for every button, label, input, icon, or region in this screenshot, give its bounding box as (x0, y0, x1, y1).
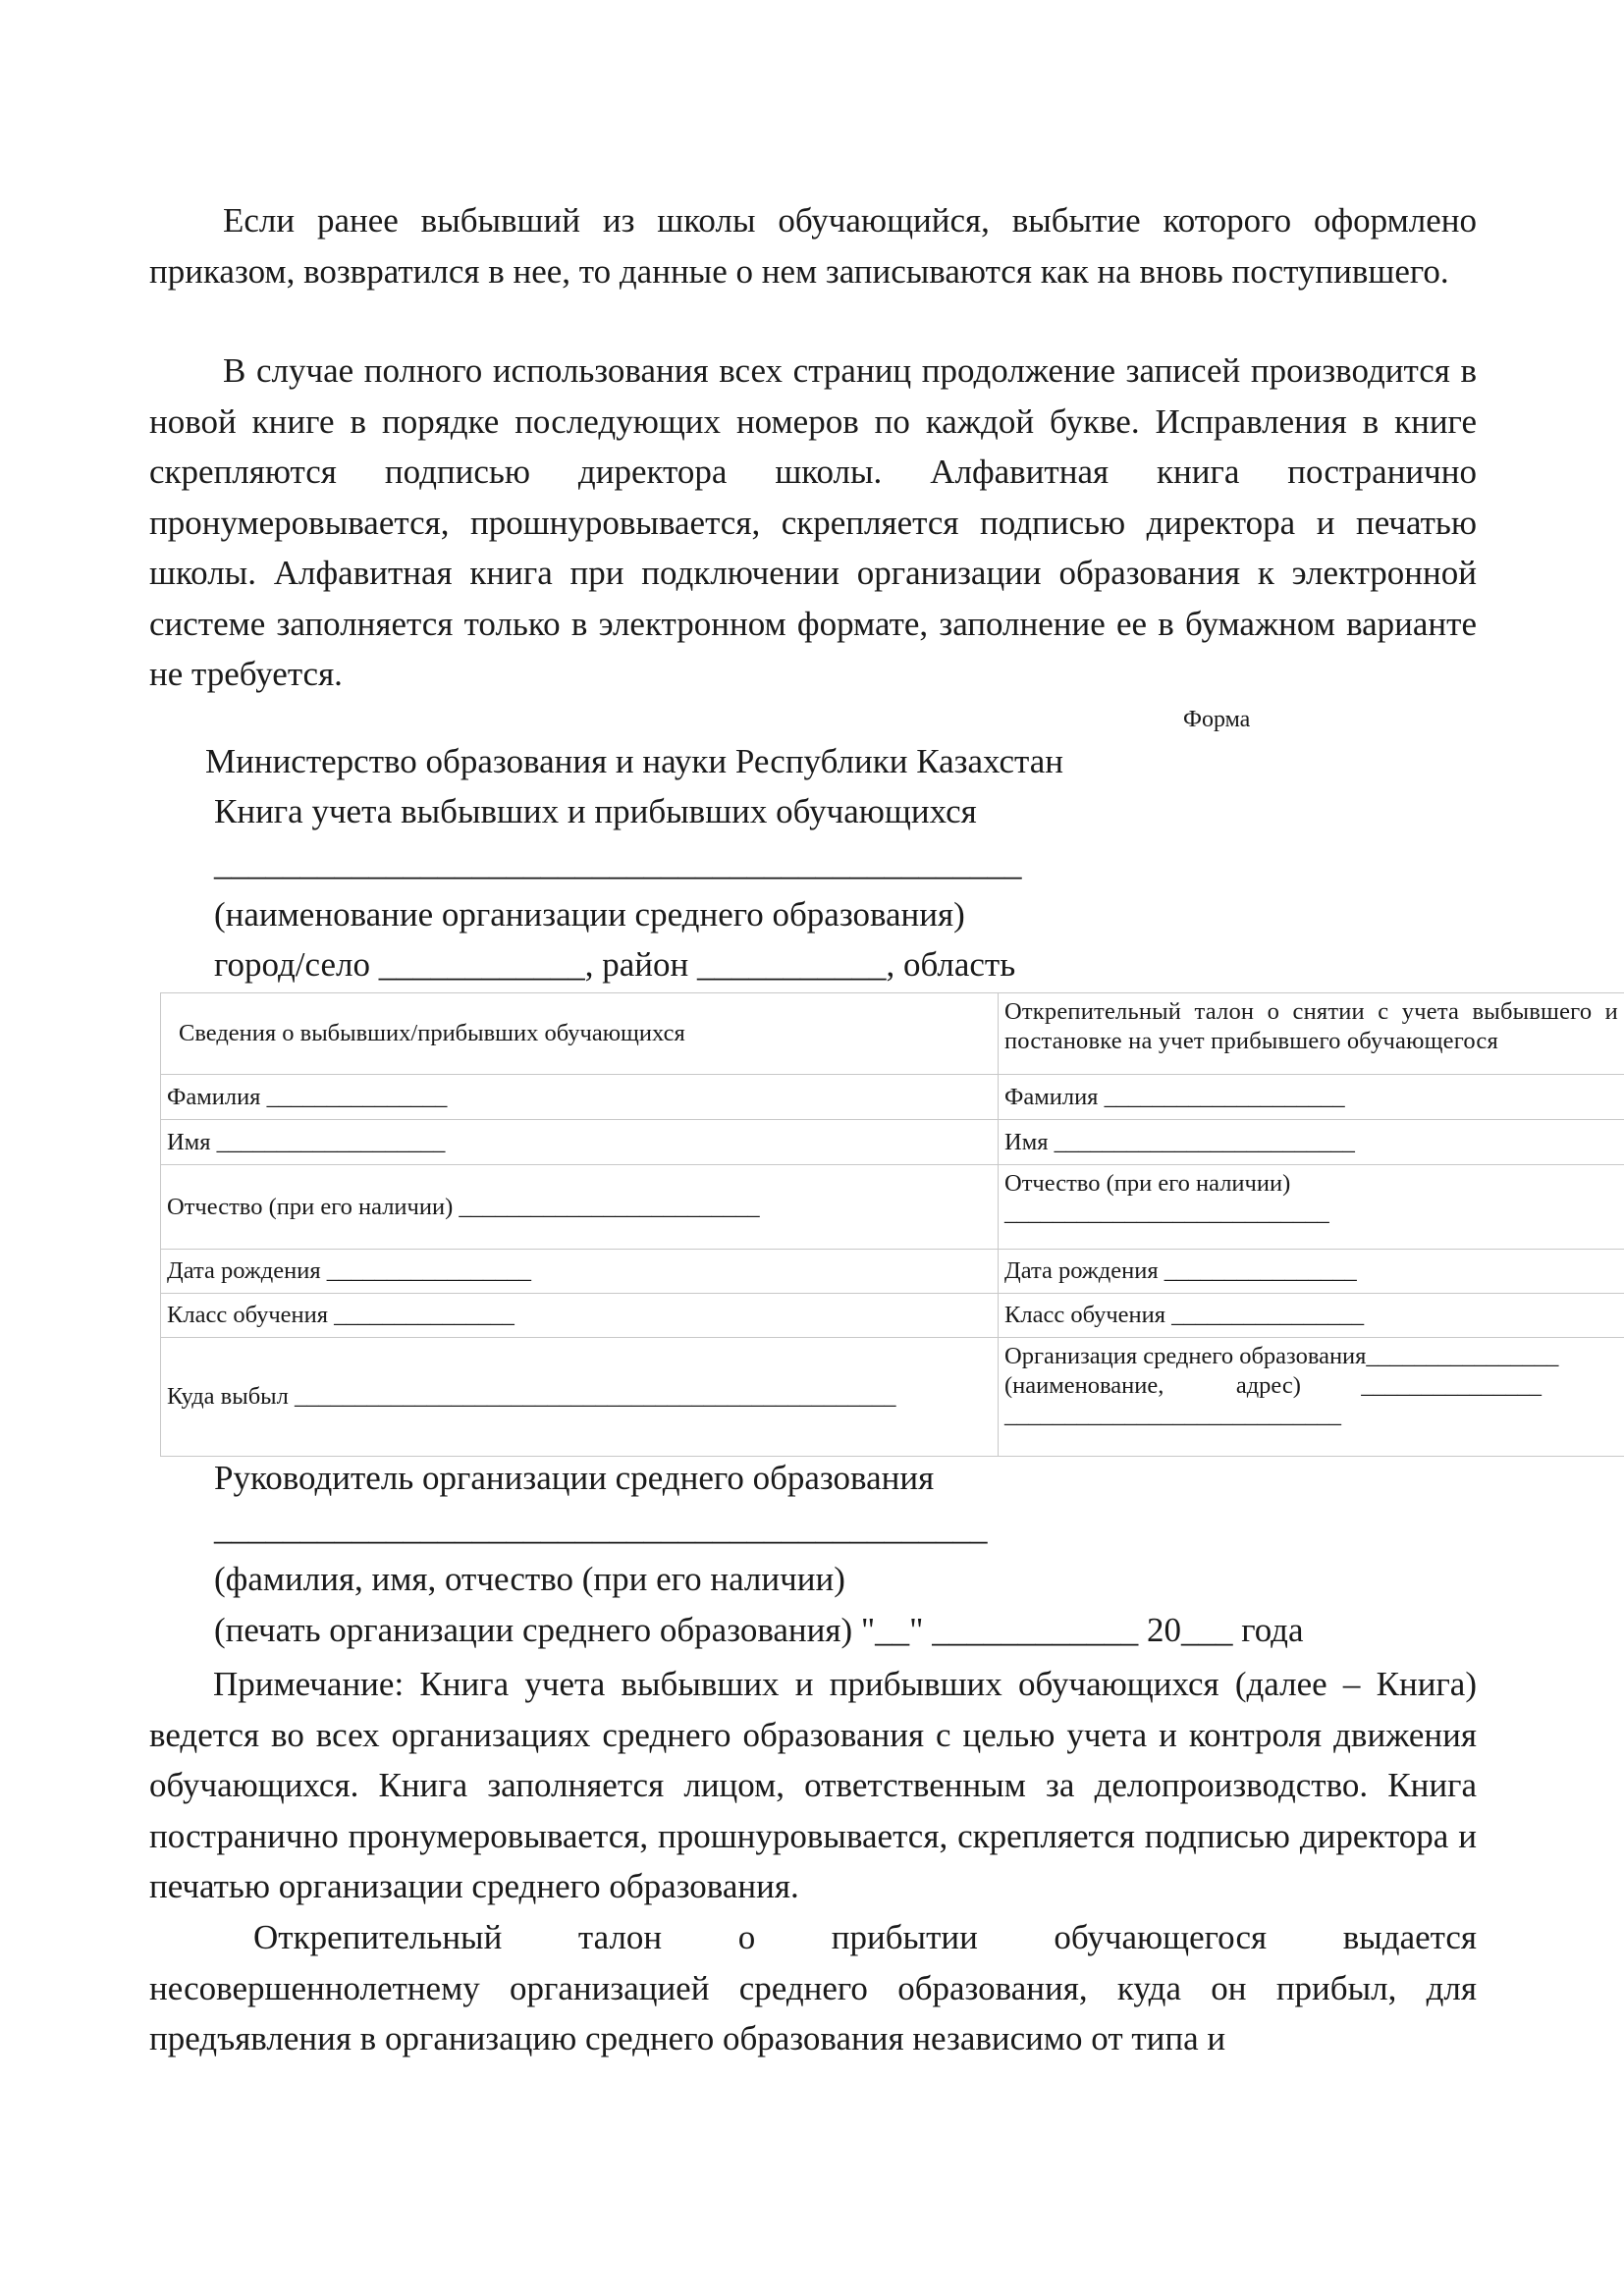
table-row (161, 1338, 1624, 1457)
note-paragraph-2: Открепительный талон о прибытии обучающегося выдается несовершеннолетнему организацией среднего образования, куда он прибыл, для предъявления в организацию среднего образования независимо от типа и (149, 1918, 1477, 2057)
table-row (161, 1120, 1624, 1165)
left-name-field: Имя ___________________ (161, 1120, 999, 1165)
left-patronymic-field: Отчество (при его наличии) _________________________ (161, 1165, 999, 1250)
right-surname-field: Фамилия ____________________ (999, 1075, 1624, 1120)
table-header-row (161, 993, 1624, 1075)
right-patronymic-field: Отчество (при его наличии) ___________________________ (999, 1165, 1624, 1250)
ministry-title: Министерство образования и науки Республики Казахстан (205, 742, 1063, 780)
stamp-date-line: (печать организации среднего образования) "__" ____________ 20___ года (214, 1611, 1304, 1649)
right-class-field: Класс обучения ________________ (999, 1294, 1624, 1338)
form-label: Форма (1183, 707, 1251, 732)
right-birthdate-field: Дата рождения ________________ (999, 1250, 1624, 1294)
left-class-field: Класс обучения _______________ (161, 1294, 999, 1338)
location-line: город/село ____________, район ___________, область (214, 945, 1016, 984)
left-birthdate-field: Дата рождения _________________ (161, 1250, 999, 1294)
right-organization-field: Организация среднего образования________________ (наименование, адрес) _______________ ____________________________ (999, 1338, 1624, 1457)
intro-paragraph-2: В случае полного использования всех страниц продолжение записей производится в новой книге в порядке последующих номеров по каждой букве. Исправления в книге скрепляются подписью директора школы. Алфавитная книга постранично пронумеровывается, прошнуровывается, скрепляется подписью директора и печатью школы. Алфавитная книга при подключении организации образования к электронной системе заполняется только в электронном формате, заполнение ее в бумажном варианте не требуется. (149, 351, 1477, 693)
organization-name-caption: (наименование организации среднего образования) (214, 895, 965, 934)
table-row (161, 1075, 1624, 1120)
left-surname-field: Фамилия _______________ (161, 1075, 999, 1120)
director-signature-line: _____________________________________________ (214, 1509, 988, 1547)
table-right-header: Открепительный талон о снятии с учета выбывшего и постановке на учет прибывшего обучающегося (999, 993, 1624, 1075)
book-title: Книга учета выбывших и прибывших обучающихся (214, 792, 977, 830)
left-destination-field: Куда выбыл __________________________________________________ (161, 1338, 999, 1457)
form-table (160, 992, 1624, 1457)
intro-paragraph-1: Если ранее выбывший из школы обучающийся, выбытие которого оформлено приказом, возвратился в нее, то данные о нем записываются как на вновь поступившего. (149, 201, 1477, 291)
note-paragraph-1: Примечание: Книга учета выбывших и прибывших обучающихся (далее – Книга) ведется во всех организациях среднего образования с целью учета и контроля движения обучающихся. Книга заполняется лицом, ответственным за делопроизводство. Книга постранично пронумеровывается, прошнуровывается, скрепляется подписью директора и печатью организации среднего образования. (149, 1665, 1477, 1905)
director-title: Руководитель организации среднего образования (214, 1459, 935, 1497)
organization-name-line: _______________________________________________ (214, 844, 1022, 882)
table-left-header: Сведения о выбывших/прибывших обучающихся (161, 993, 999, 1075)
table-row (161, 1294, 1624, 1338)
right-name-field: Имя _________________________ (999, 1120, 1624, 1165)
director-fio-caption: (фамилия, имя, отчество (при его наличии) (214, 1560, 845, 1598)
table-row (161, 1165, 1624, 1250)
table-row (161, 1250, 1624, 1294)
